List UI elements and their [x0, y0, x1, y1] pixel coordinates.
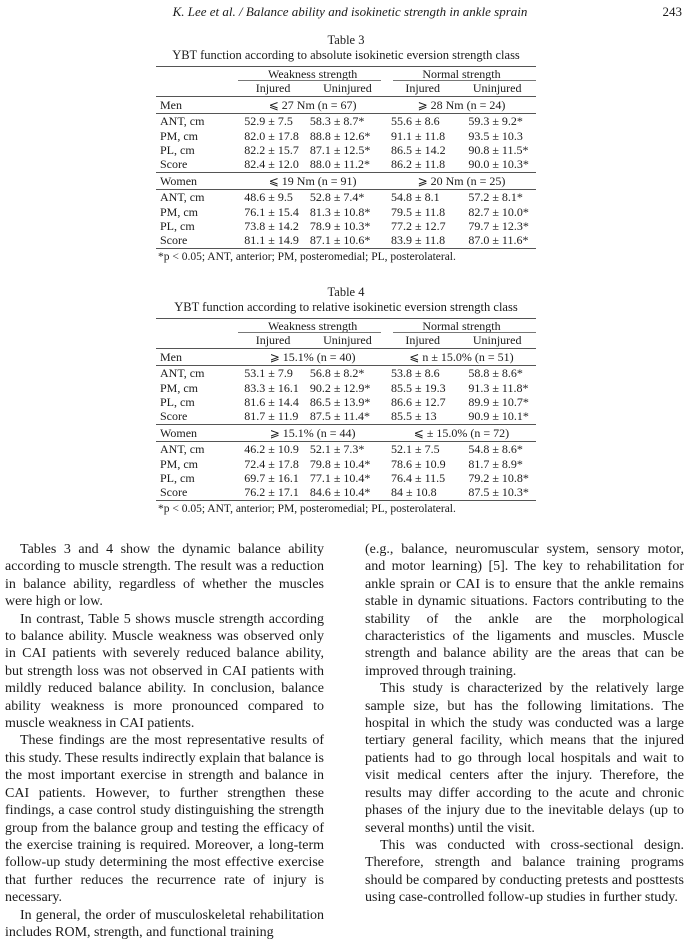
table-row: PL, cm 81.6 ± 14.4 86.5 ± 13.9* 86.6 ± 12.7 89.9 ± 10.7*: [160, 395, 529, 410]
sub-header: Injured: [405, 81, 440, 96]
body-column-left: [5, 541, 324, 941]
table-row: Score 82.4 ± 12.0 88.0 ± 11.2* 86.2 ± 11.8 90.0 ± 10.3*: [160, 157, 529, 172]
sub-header: Injured: [405, 333, 440, 348]
section-header-women: Women ⩾ 15.1% (n = 44) ⩽ ± 15.0% (n = 72): [156, 424, 536, 441]
sub-header: Uninjured: [472, 81, 522, 96]
table-4-description: YBT function according to relative isokinetic eversion strength class: [174, 300, 518, 314]
table-row: ANT, cm 46.2 ± 10.9 52.1 ± 7.3* 52.1 ± 7.5 54.8 ± 8.6*: [156, 442, 536, 457]
running-head-title: K. Lee et al. / Balance ability and isokinetic strength in ankle sprain: [172, 4, 528, 19]
table-row: PL, cm 73.8 ± 14.2 78.9 ± 10.3* 77.2 ± 12.7 79.7 ± 12.3*: [160, 219, 529, 234]
weak-class: ⩾ 15.1% (n = 44): [238, 424, 387, 441]
table-4: [156, 285, 536, 515]
sub-header: Uninjured: [323, 333, 372, 348]
running-head: [0, 2, 700, 22]
table-row: ANT, cm 53.1 ± 7.9 56.8 ± 8.2* 53.8 ± 8.6 58.8 ± 8.6*: [156, 366, 536, 381]
paragraph: In contrast, Table 5 shows muscle strength according to balance ability. Muscle weakness was observed only in CAI patients with severely reduced balance ability, but strength loss was not observed in CAI patients with mildly reduced balance ability. In conclusion, balance ability weakness is more pronounced compared to muscle weakness in CAI patients.: [5, 611, 324, 732]
table-row: Score 81.1 ± 14.9 87.1 ± 10.6* 83.9 ± 11.8 87.0 ± 11.6*: [156, 233, 536, 248]
table-3-description: YBT function according to absolute isokinetic eversion strength class: [172, 48, 520, 62]
table-4-label: Table 4: [327, 285, 365, 299]
paragraph: In general, the order of musculoskeletal rehabilitation includes ROM, strength, and functional training: [5, 907, 324, 940]
sub-header: Uninjured: [472, 333, 522, 348]
section-header-women: Women ⩽ 19 Nm (n = 91) ⩾ 20 Nm (n = 25): [156, 172, 536, 189]
paragraph: This study is characterized by the relatively large sample size, but has the following limitations. The hospital in which the study was conducted was a large tertiary general facility, which means that the injured patients had to go through local hospitals and wait to visit medical centers after the injury. Therefore, the results may differ according to the acute and chronic phases of the injury due to the inevitable delays (up to several months) until the visit.: [365, 681, 684, 836]
paragraph: Tables 3 and 4 show the dynamic balance ability according to muscle strength. The result was a reduction in balance ability, regardless of whether the muscles were high or low.: [5, 542, 324, 610]
table-row: PM, cm 72.4 ± 17.8 79.8 ± 10.4* 78.6 ± 10.9 81.7 ± 8.9*: [160, 456, 523, 471]
sub-header: Injured: [255, 81, 291, 96]
paragraph-continued: (e.g., balance, neuromuscular system, sensory motor, and motor learning) [5]. The key to rehabilitation for ankle sprain or CAI is to ensure that the ankle remains stable in dynamic situations. Factors contributing to the stability of the ankle are the morphological characteristics of the ligaments and muscles. Muscle strength and balance ability are the areas that can be improved through training.: [365, 542, 684, 679]
normal-class: ⩾ 28 Nm (n = 24): [387, 96, 536, 113]
sub-header: Uninjured: [323, 81, 372, 96]
table-row: Score 81.7 ± 11.9 87.5 ± 11.4* 85.5 ± 13 90.9 ± 10.1*: [160, 409, 529, 424]
group-header-normal: Normal strength: [387, 67, 536, 82]
table-4-grid: [156, 318, 536, 501]
weak-class: ⩽ 27 Nm (n = 67): [238, 96, 387, 113]
normal-class: ⩽ n ± 15.0% (n = 51): [387, 348, 536, 365]
table-row: ANT, cm 52.9 ± 7.5 58.3 ± 8.7* 55.6 ± 8.6 59.3 ± 9.2*: [156, 114, 536, 129]
section-header-men: Men ⩾ 15.1% (n = 40) ⩽ n ± 15.0% (n = 51): [156, 348, 536, 365]
table-row: PM, cm 83.3 ± 16.1 90.2 ± 12.9* 85.5 ± 19.3 91.3 ± 11.8*: [160, 380, 529, 395]
paragraph: These findings are the most representative results of this study. These results indirectly explain that balance is the most important exercise in strength and balance in CAI patients. However, to further strengthen these findings, a case control study distinguishing the strength group from the balance group and testing the efficacy of the exercise training is required. Moreover, a long-term follow-up study determining the most effective exercise that further reduces the recurrence rate of injury is necessary.: [5, 733, 324, 906]
paragraph: This was conducted with cross-sectional design. Therefore, strength and balance training programs should be compared by conducting pretests and posttests using case-controlled follow-up studies in further study.: [365, 837, 684, 906]
page-number: 243: [662, 4, 682, 19]
table-4-caption: [156, 285, 536, 315]
group-header-normal: Normal strength: [387, 319, 536, 334]
sub-header: Injured: [255, 333, 291, 348]
table-3-grid: [156, 66, 536, 249]
table-row: ANT, cm 48.6 ± 9.5 52.8 ± 7.4* 54.8 ± 8.1 57.2 ± 8.1*: [156, 190, 536, 205]
body-column-right: [365, 541, 684, 907]
table-3-footnote: *p < 0.05; ANT, anterior; PM, posteromedial; PL, posterolateral.: [158, 250, 456, 263]
table-3-label: Table 3: [327, 33, 365, 47]
weak-class: ⩾ 15.1% (n = 40): [238, 348, 387, 365]
table-row: PL, cm 82.2 ± 15.7 87.1 ± 12.5* 86.5 ± 14.2 90.8 ± 11.5*: [160, 143, 529, 158]
normal-class: ⩽ ± 15.0% (n = 72): [387, 424, 536, 441]
table-row: PL, cm 69.7 ± 16.1 77.1 ± 10.4* 76.4 ± 11.5 79.2 ± 10.8*: [160, 471, 529, 486]
table-3-caption: [156, 33, 536, 63]
table-4-footnote: *p < 0.05; ANT, anterior; PM, posteromedial; PL, posterolateral.: [158, 502, 456, 515]
table-row: PM, cm 82.0 ± 17.8 88.8 ± 12.6* 91.1 ± 11.8 93.5 ± 10.3: [160, 128, 523, 143]
group-header-weakness: Weakness strength: [238, 67, 387, 82]
table-row: Score 76.2 ± 17.1 84.6 ± 10.4* 84 ± 10.8 87.5 ± 10.3*: [156, 485, 536, 500]
weak-class: ⩽ 19 Nm (n = 91): [238, 172, 387, 189]
group-header-weakness: Weakness strength: [238, 319, 387, 334]
section-header-men: Men ⩽ 27 Nm (n = 67) ⩾ 28 Nm (n = 24): [156, 96, 536, 113]
table-3: [156, 33, 536, 263]
normal-class: ⩾ 20 Nm (n = 25): [387, 172, 536, 189]
table-row: PM, cm 76.1 ± 15.4 81.3 ± 10.8* 79.5 ± 11.8 82.7 ± 10.0*: [160, 204, 529, 219]
